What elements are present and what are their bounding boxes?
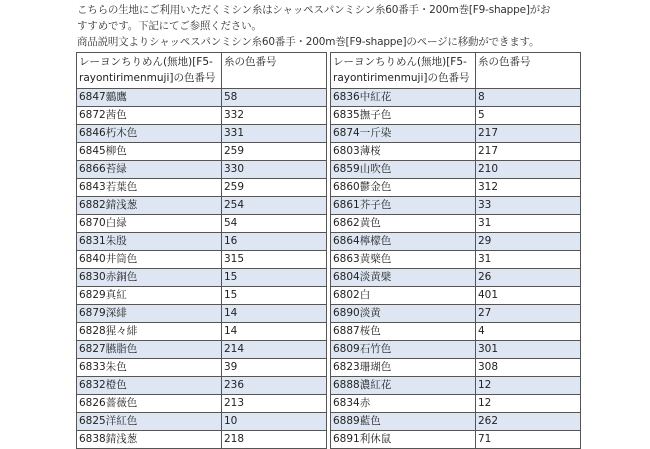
- header-thread-color: 糸の色番号: [476, 53, 581, 89]
- intro-text: [77, 2, 637, 50]
- table-row: [77, 89, 327, 107]
- fabric-color-cell: 6891利休鼠: [331, 431, 476, 449]
- thread-color-cell: 213: [222, 395, 327, 413]
- table-row: [77, 377, 327, 395]
- table-row: [331, 269, 581, 287]
- thread-color-cell: 315: [222, 251, 327, 269]
- table-row: [331, 161, 581, 179]
- color-table-right: [330, 52, 581, 449]
- thread-color-cell: 58: [222, 89, 327, 107]
- fabric-color-cell: 6835撫子色: [331, 107, 476, 125]
- fabric-color-cell: 6863黄檗色: [331, 251, 476, 269]
- table-row: [331, 89, 581, 107]
- table-row: [77, 413, 327, 431]
- table-row: [331, 341, 581, 359]
- fabric-color-cell: 6830赤銅色: [77, 269, 222, 287]
- thread-color-cell: 16: [222, 233, 327, 251]
- header-thread-color: 糸の色番号: [222, 53, 327, 89]
- thread-color-cell: 210: [476, 161, 581, 179]
- table-row: [331, 323, 581, 341]
- thread-color-cell: 254: [222, 197, 327, 215]
- thread-color-cell: 31: [476, 251, 581, 269]
- table-row: [331, 359, 581, 377]
- table-row: [77, 125, 327, 143]
- intro-line-3: 商品説明文よりシャッペスパンミシン糸60番手・200m巻[F9-shappe]のページに移動ができます。: [77, 36, 540, 48]
- thread-color-cell: 301: [476, 341, 581, 359]
- thread-color-cell: 15: [222, 287, 327, 305]
- thread-color-cell: 31: [476, 215, 581, 233]
- fabric-color-cell: 6804淡黄檗: [331, 269, 476, 287]
- fabric-color-cell: 6866苔緑: [77, 161, 222, 179]
- thread-color-cell: 308: [476, 359, 581, 377]
- table-row: [77, 341, 327, 359]
- fabric-color-cell: 6803薄桜: [331, 143, 476, 161]
- table-row: [77, 161, 327, 179]
- table-row: [77, 395, 327, 413]
- table-body-left: [77, 89, 327, 449]
- table-row: [331, 251, 581, 269]
- table-row: [77, 197, 327, 215]
- fabric-color-cell: 6838錆浅葱: [77, 431, 222, 449]
- fabric-color-cell: 6845柳色: [77, 143, 222, 161]
- fabric-color-cell: 6887桜色: [331, 323, 476, 341]
- fabric-color-cell: 6859山吹色: [331, 161, 476, 179]
- thread-color-cell: 33: [476, 197, 581, 215]
- thread-color-cell: 332: [222, 107, 327, 125]
- table-row: [331, 179, 581, 197]
- fabric-color-cell: 6864檸檬色: [331, 233, 476, 251]
- fabric-color-cell: 6874一斤染: [331, 125, 476, 143]
- fabric-color-cell: 6847鶸鷹: [77, 89, 222, 107]
- fabric-color-cell: 6872茜色: [77, 107, 222, 125]
- table-row: [331, 287, 581, 305]
- table-row: [77, 143, 327, 161]
- table-row: [331, 305, 581, 323]
- intro-line-1: こちらの生地にご利用いただくミシン糸はシャッペスパンミシン糸60番手・200m巻[F9-shappe]がお: [77, 4, 551, 16]
- fabric-color-cell: 6827臙脂色: [77, 341, 222, 359]
- thread-color-cell: 217: [476, 125, 581, 143]
- thread-color-cell: 71: [476, 431, 581, 449]
- table-row: [77, 215, 327, 233]
- fabric-color-cell: 6833朱色: [77, 359, 222, 377]
- table-row: [331, 413, 581, 431]
- thread-color-cell: 29: [476, 233, 581, 251]
- table-row: [77, 179, 327, 197]
- fabric-color-cell: 6802白: [331, 287, 476, 305]
- fabric-color-cell: 6826薔薇色: [77, 395, 222, 413]
- table-header-row: [331, 53, 581, 89]
- fabric-color-cell: 6882錆浅葱: [77, 197, 222, 215]
- thread-color-cell: 14: [222, 323, 327, 341]
- table-row: [77, 359, 327, 377]
- fabric-color-cell: 6836中紅花: [331, 89, 476, 107]
- thread-color-cell: 27: [476, 305, 581, 323]
- table-row: [331, 377, 581, 395]
- fabric-color-cell: 6860鬱金色: [331, 179, 476, 197]
- thread-color-cell: 8: [476, 89, 581, 107]
- thread-color-cell: 5: [476, 107, 581, 125]
- table-row: [331, 233, 581, 251]
- table-row: [77, 269, 327, 287]
- table-body-right: [331, 89, 581, 449]
- fabric-color-cell: 6829真紅: [77, 287, 222, 305]
- fabric-color-cell: 6890淡黄: [331, 305, 476, 323]
- table-row: [77, 305, 327, 323]
- fabric-color-cell: 6889藍色: [331, 413, 476, 431]
- thread-color-cell: 312: [476, 179, 581, 197]
- intro-line-2: すすめです。下記にてご参照ください。: [77, 20, 262, 32]
- thread-color-cell: 218: [222, 431, 327, 449]
- thread-color-cell: 331: [222, 125, 327, 143]
- thread-color-cell: 217: [476, 143, 581, 161]
- table-row: [77, 233, 327, 251]
- table-row: [331, 197, 581, 215]
- table-row: [331, 125, 581, 143]
- fabric-color-cell: 6862黄色: [331, 215, 476, 233]
- fabric-color-cell: 6809石竹色: [331, 341, 476, 359]
- color-table-left: [76, 52, 327, 449]
- thread-color-cell: 330: [222, 161, 327, 179]
- table-row: [331, 395, 581, 413]
- table-row: [77, 287, 327, 305]
- table-row: [331, 143, 581, 161]
- thread-color-cell: 14: [222, 305, 327, 323]
- thread-color-cell: 10: [222, 413, 327, 431]
- table-row: [331, 431, 581, 449]
- thread-color-cell: 39: [222, 359, 327, 377]
- table-header-row: [77, 53, 327, 89]
- thread-color-cell: 259: [222, 179, 327, 197]
- table-row: [77, 431, 327, 449]
- fabric-color-cell: 6840井筒色: [77, 251, 222, 269]
- fabric-color-cell: 6834赤: [331, 395, 476, 413]
- table-row: [77, 107, 327, 125]
- thread-color-cell: 54: [222, 215, 327, 233]
- thread-color-cell: 4: [476, 323, 581, 341]
- fabric-color-cell: 6843若葉色: [77, 179, 222, 197]
- thread-color-cell: 12: [476, 395, 581, 413]
- thread-color-cell: 259: [222, 143, 327, 161]
- table-row: [77, 251, 327, 269]
- fabric-color-cell: 6870白緑: [77, 215, 222, 233]
- table-row: [331, 107, 581, 125]
- thread-color-cell: 236: [222, 377, 327, 395]
- fabric-color-cell: 6888濃紅花: [331, 377, 476, 395]
- thread-color-cell: 26: [476, 269, 581, 287]
- fabric-color-cell: 6879深緋: [77, 305, 222, 323]
- fabric-color-cell: 6846朽木色: [77, 125, 222, 143]
- header-fabric-color: レーヨンちりめん(無地)[F5-rayontirimenmuji]の色番号: [77, 53, 222, 89]
- fabric-color-cell: 6825洋紅色: [77, 413, 222, 431]
- thread-color-cell: 262: [476, 413, 581, 431]
- thread-color-cell: 214: [222, 341, 327, 359]
- header-fabric-color: レーヨンちりめん(無地)[F5-rayontirimenmuji]の色番号: [331, 53, 476, 89]
- fabric-color-cell: 6828猩々緋: [77, 323, 222, 341]
- thread-color-cell: 12: [476, 377, 581, 395]
- thread-color-cell: 401: [476, 287, 581, 305]
- fabric-color-cell: 6832橙色: [77, 377, 222, 395]
- table-row: [331, 215, 581, 233]
- table-row: [77, 323, 327, 341]
- thread-color-cell: 15: [222, 269, 327, 287]
- fabric-color-cell: 6823珊瑚色: [331, 359, 476, 377]
- fabric-color-cell: 6861芥子色: [331, 197, 476, 215]
- fabric-color-cell: 6831朱殷: [77, 233, 222, 251]
